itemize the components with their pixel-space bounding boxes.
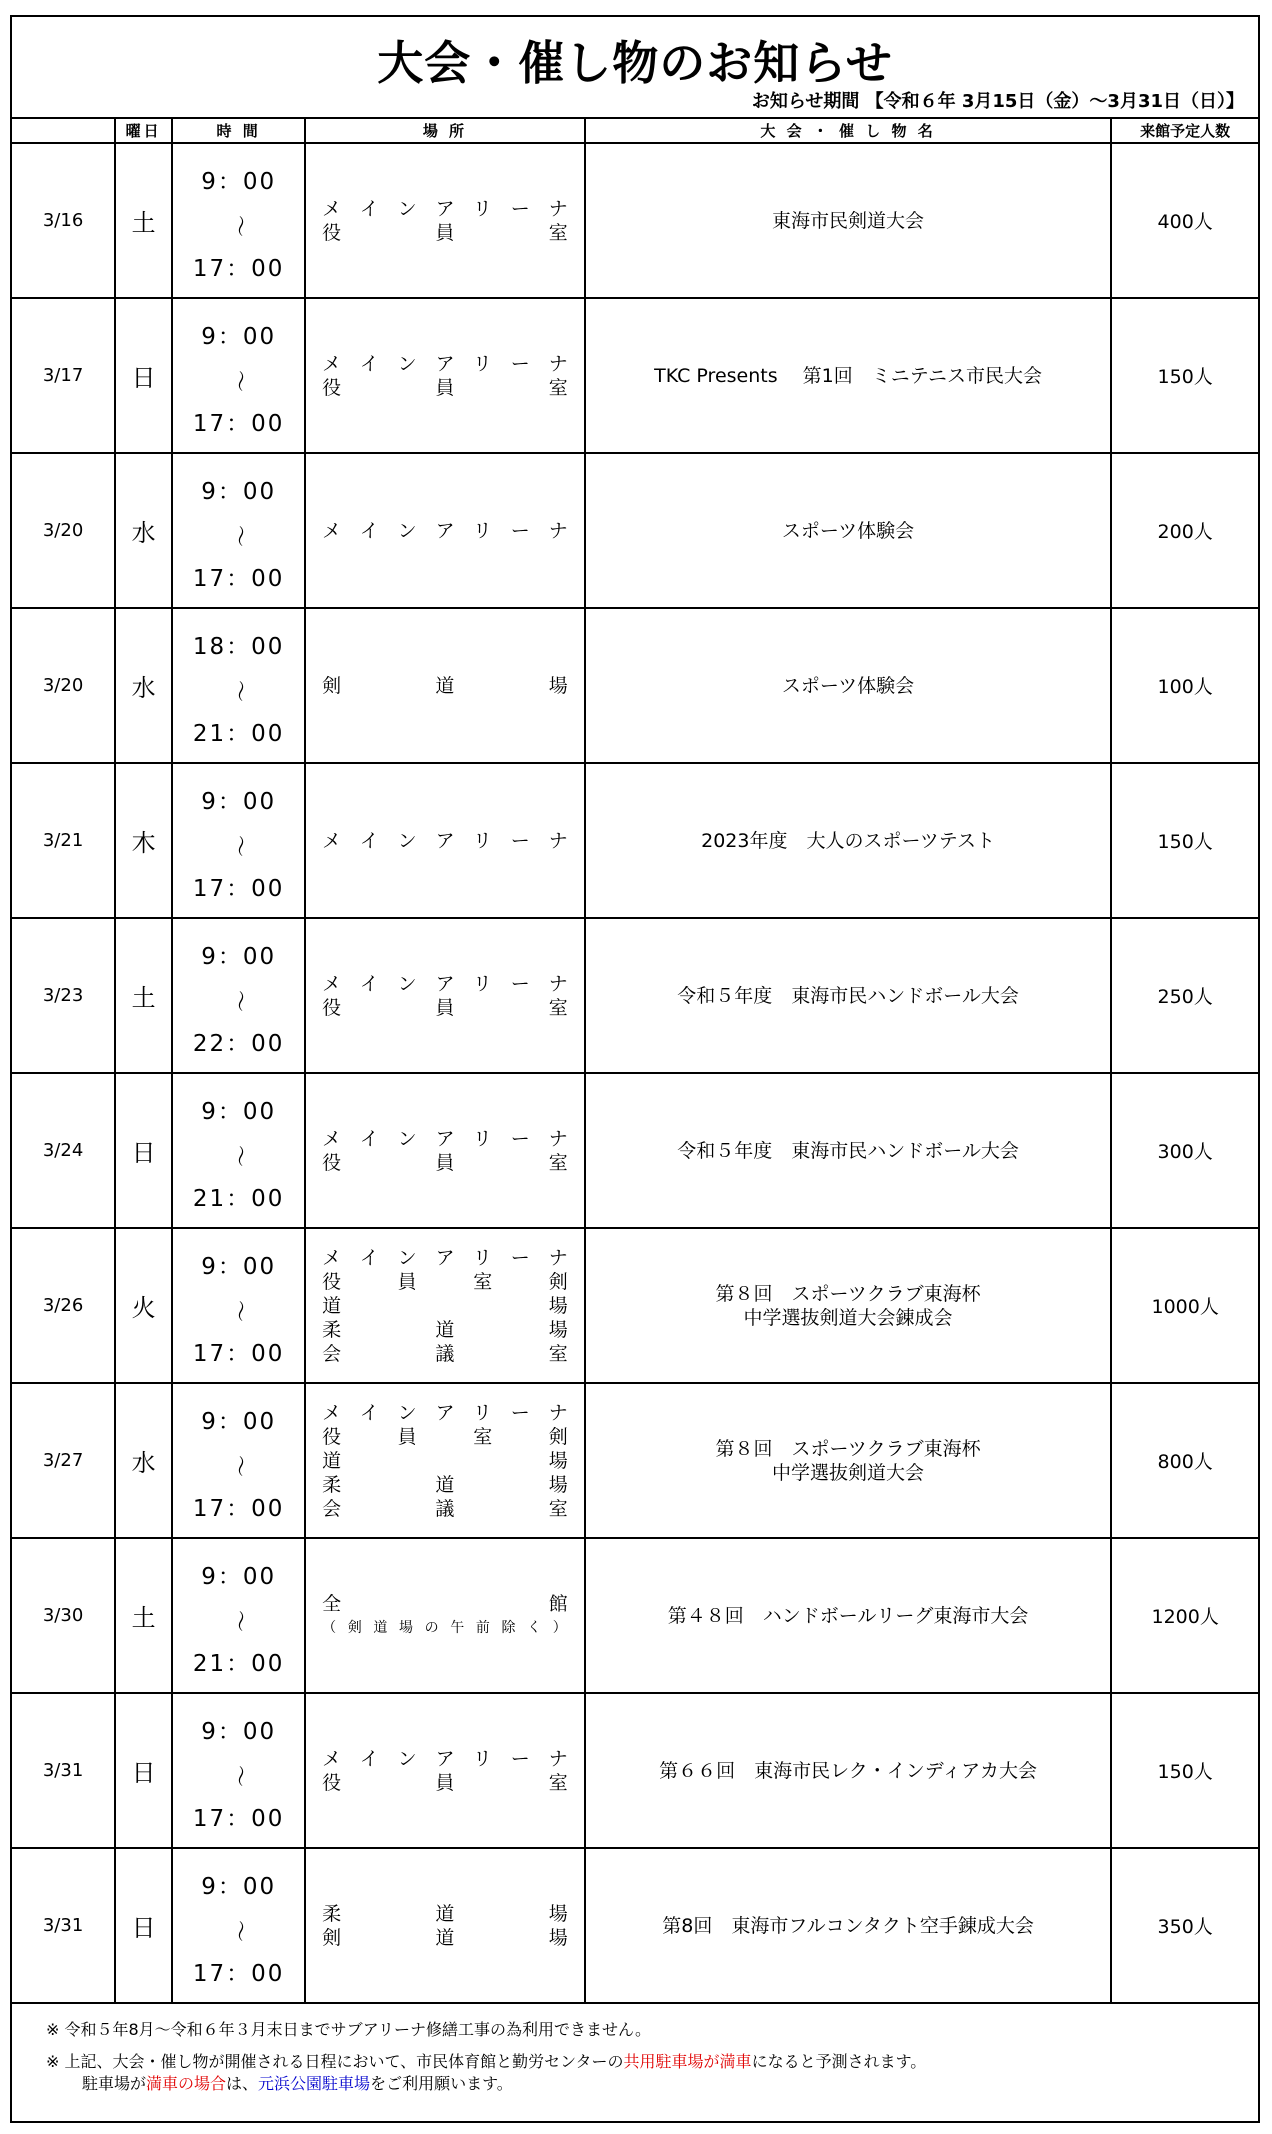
venue-line: 役員室 bbox=[322, 1771, 568, 1794]
venue-line: メインアリーナ bbox=[322, 197, 568, 220]
cell-attendance: 100人 bbox=[1111, 608, 1258, 763]
header-time: 時 間 bbox=[172, 118, 305, 143]
table-row bbox=[12, 1383, 1258, 1538]
cell-event bbox=[585, 1073, 1112, 1228]
cell-date: 3/27 bbox=[12, 1383, 115, 1538]
note-parking-alt bbox=[46, 2073, 926, 2095]
cell-time bbox=[172, 1693, 305, 1848]
time-range-separator: ～ bbox=[226, 989, 252, 1014]
cell-attendance: 800人 bbox=[1111, 1383, 1258, 1538]
cell-time bbox=[172, 1383, 305, 1538]
note-text: 駐車場が bbox=[82, 2074, 147, 2093]
cell-time bbox=[172, 143, 305, 298]
cell-date: 3/20 bbox=[12, 608, 115, 763]
venue-line: 柔道場 bbox=[322, 1473, 568, 1496]
cell-venue bbox=[305, 918, 585, 1073]
table-row bbox=[12, 1848, 1258, 2003]
cell-attendance: 350人 bbox=[1111, 1848, 1258, 2003]
time-range-separator: ～ bbox=[226, 214, 252, 239]
cell-time bbox=[172, 763, 305, 918]
event-line: 中学選抜剣道大会 bbox=[772, 1461, 925, 1484]
time-start: 9：00 bbox=[201, 1253, 277, 1280]
venue-line: （剣道場の午前除く） bbox=[322, 1619, 568, 1636]
cell-venue bbox=[305, 1538, 585, 1693]
cell-weekday: 水 bbox=[115, 608, 172, 763]
table-row bbox=[12, 1228, 1258, 1383]
venue-line: 道場 bbox=[322, 1449, 568, 1472]
time-range-separator: ～ bbox=[226, 1299, 252, 1324]
cell-time bbox=[172, 453, 305, 608]
page-title: 大会・催し物のお知らせ bbox=[377, 36, 893, 90]
event-table bbox=[12, 117, 1258, 2004]
cell-attendance: 150人 bbox=[1111, 298, 1258, 453]
cell-weekday: 日 bbox=[115, 1073, 172, 1228]
venue-line: 役員室 bbox=[322, 221, 568, 244]
cell-time bbox=[172, 1848, 305, 2003]
time-range-separator: ～ bbox=[226, 679, 252, 704]
time-start: 9：00 bbox=[201, 1563, 277, 1590]
cell-venue bbox=[305, 298, 585, 453]
notes bbox=[46, 2019, 926, 2095]
cell-venue bbox=[305, 1848, 585, 2003]
cell-event bbox=[585, 1383, 1112, 1538]
table-row bbox=[12, 763, 1258, 918]
table-row bbox=[12, 1693, 1258, 1848]
venue-line: 役員室剣 bbox=[322, 1425, 568, 1448]
cell-event bbox=[585, 1693, 1112, 1848]
event-line: 令和５年度 東海市民ハンドボール大会 bbox=[677, 984, 1019, 1007]
venue-line: 剣道場 bbox=[322, 674, 568, 697]
cell-venue bbox=[305, 763, 585, 918]
cell-time bbox=[172, 608, 305, 763]
time-start: 9：00 bbox=[201, 323, 277, 350]
table-row bbox=[12, 918, 1258, 1073]
venue-line: 道場 bbox=[322, 1294, 568, 1317]
venue-line: メインアリーナ bbox=[322, 1401, 568, 1424]
event-line: 第４８回 ハンドボールリーグ東海市大会 bbox=[667, 1604, 1029, 1627]
time-end: 22：00 bbox=[192, 1030, 285, 1057]
venue-line: 会議室 bbox=[322, 1497, 568, 1520]
time-start: 9：00 bbox=[201, 478, 277, 505]
venue-line: 役員室 bbox=[322, 376, 568, 399]
note-text: をご利用願います。 bbox=[370, 2074, 513, 2093]
venue-line: メインアリーナ bbox=[322, 1747, 568, 1770]
cell-attendance: 1000人 bbox=[1111, 1228, 1258, 1383]
table-row bbox=[12, 453, 1258, 608]
cell-event bbox=[585, 1848, 1112, 2003]
cell-attendance: 250人 bbox=[1111, 918, 1258, 1073]
event-line: 2023年度 大人のスポーツテスト bbox=[701, 829, 995, 852]
cell-attendance: 1200人 bbox=[1111, 1538, 1258, 1693]
cell-event bbox=[585, 453, 1112, 608]
time-end: 21：00 bbox=[192, 720, 285, 747]
venue-line: 役員室 bbox=[322, 996, 568, 1019]
time-end: 17：00 bbox=[192, 565, 285, 592]
header-event: 大 会 ・ 催 し 物 名 bbox=[585, 118, 1112, 143]
header-attendance: 来館予定人数 bbox=[1111, 118, 1258, 143]
cell-venue bbox=[305, 1693, 585, 1848]
cell-time bbox=[172, 298, 305, 453]
venue-line: 会議室 bbox=[322, 1342, 568, 1365]
cell-date: 3/17 bbox=[12, 298, 115, 453]
note-highlight-red: 満車の場合 bbox=[146, 2074, 227, 2093]
event-line: 第６６回 東海市民レク・インディアカ大会 bbox=[659, 1759, 1037, 1782]
venue-line: メインアリーナ bbox=[322, 1246, 568, 1269]
time-start: 9：00 bbox=[201, 1718, 277, 1745]
cell-time bbox=[172, 1538, 305, 1693]
cell-weekday: 水 bbox=[115, 1383, 172, 1538]
time-range-separator: ～ bbox=[226, 1144, 252, 1169]
cell-venue bbox=[305, 1228, 585, 1383]
venue-line: 全館 bbox=[322, 1592, 568, 1615]
note-sublarena: ※ 令和５年8月～令和６年３月末日までサブアリーナ修繕工事の為利用できません。 bbox=[46, 2020, 651, 2039]
time-start: 9：00 bbox=[201, 943, 277, 970]
time-end: 17：00 bbox=[192, 1960, 285, 1987]
cell-weekday: 日 bbox=[115, 1848, 172, 2003]
event-line: 中学選抜剣道大会錬成会 bbox=[743, 1306, 953, 1329]
venue-line: 柔道場 bbox=[322, 1902, 568, 1925]
cell-weekday: 土 bbox=[115, 1538, 172, 1693]
time-start: 9：00 bbox=[201, 1098, 277, 1125]
table-header-row bbox=[12, 118, 1258, 143]
header-weekday: 曜日 bbox=[115, 118, 172, 143]
cell-date: 3/21 bbox=[12, 763, 115, 918]
note-text: は、 bbox=[226, 2074, 259, 2093]
time-range-separator: ～ bbox=[226, 1764, 252, 1789]
time-start: 9：00 bbox=[201, 168, 277, 195]
cell-time bbox=[172, 1228, 305, 1383]
time-start: 18：00 bbox=[192, 633, 285, 660]
cell-attendance: 150人 bbox=[1111, 1693, 1258, 1848]
cell-event bbox=[585, 918, 1112, 1073]
header-date bbox=[12, 118, 115, 143]
cell-weekday: 土 bbox=[115, 918, 172, 1073]
time-range-separator: ～ bbox=[226, 369, 252, 394]
note-text: ※ 上記、大会・催し物が開催される日程において、市民体育館と勤労センターの bbox=[46, 2052, 624, 2071]
cell-date: 3/16 bbox=[12, 143, 115, 298]
event-line: スポーツ体験会 bbox=[781, 674, 915, 697]
note-parking-forecast bbox=[46, 2051, 926, 2073]
cell-date: 3/30 bbox=[12, 1538, 115, 1693]
cell-attendance: 200人 bbox=[1111, 453, 1258, 608]
table-row bbox=[12, 143, 1258, 298]
cell-date: 3/20 bbox=[12, 453, 115, 608]
cell-event bbox=[585, 298, 1112, 453]
cell-weekday: 水 bbox=[115, 453, 172, 608]
cell-weekday: 火 bbox=[115, 1228, 172, 1383]
time-end: 21：00 bbox=[192, 1650, 285, 1677]
cell-date: 3/23 bbox=[12, 918, 115, 1073]
venue-line: 柔道場 bbox=[322, 1318, 568, 1341]
table-row bbox=[12, 1538, 1258, 1693]
venue-line: メインアリーナ bbox=[322, 1127, 568, 1150]
note-text: になると予測されます。 bbox=[751, 2052, 927, 2071]
time-range-separator: ～ bbox=[226, 1454, 252, 1479]
cell-time bbox=[172, 918, 305, 1073]
venue-line: メインアリーナ bbox=[322, 352, 568, 375]
venue-line: メインアリーナ bbox=[322, 829, 568, 852]
cell-attendance: 300人 bbox=[1111, 1073, 1258, 1228]
cell-weekday: 土 bbox=[115, 143, 172, 298]
cell-weekday: 木 bbox=[115, 763, 172, 918]
table-row bbox=[12, 1073, 1258, 1228]
event-line: スポーツ体験会 bbox=[781, 519, 915, 542]
cell-event bbox=[585, 1228, 1112, 1383]
venue-line: 剣道場 bbox=[322, 1926, 568, 1949]
event-line: 東海市民剣道大会 bbox=[772, 209, 925, 232]
cell-weekday: 日 bbox=[115, 298, 172, 453]
venue-line: 役員室 bbox=[322, 1151, 568, 1174]
cell-event bbox=[585, 608, 1112, 763]
time-range-separator: ～ bbox=[226, 834, 252, 859]
time-end: 17：00 bbox=[192, 1340, 285, 1367]
header-venue: 場 所 bbox=[305, 118, 585, 143]
cell-venue bbox=[305, 1073, 585, 1228]
cell-weekday: 日 bbox=[115, 1693, 172, 1848]
time-start: 9：00 bbox=[201, 1873, 277, 1900]
time-range-separator: ～ bbox=[226, 1609, 252, 1634]
cell-attendance: 150人 bbox=[1111, 763, 1258, 918]
time-end: 17：00 bbox=[192, 410, 285, 437]
venue-line: 役員室剣 bbox=[322, 1270, 568, 1293]
cell-attendance: 400人 bbox=[1111, 143, 1258, 298]
time-range-separator: ～ bbox=[226, 524, 252, 549]
event-line: 令和５年度 東海市民ハンドボール大会 bbox=[677, 1139, 1019, 1162]
time-end: 17：00 bbox=[192, 875, 285, 902]
notice-period: お知らせ期間 【令和６年 3月15日（金）～3月31日（日）】 bbox=[751, 91, 1244, 112]
venue-line: メインアリーナ bbox=[322, 972, 568, 995]
time-end: 17：00 bbox=[192, 1495, 285, 1522]
note-highlight-blue: 元浜公園駐車場 bbox=[258, 2074, 371, 2093]
event-line: TKC Presents 第1回 ミニテニス市民大会 bbox=[654, 364, 1042, 387]
cell-venue bbox=[305, 453, 585, 608]
cell-event bbox=[585, 1538, 1112, 1693]
cell-date: 3/31 bbox=[12, 1693, 115, 1848]
time-end: 21：00 bbox=[192, 1185, 285, 1212]
event-line: 第８回 スポーツクラブ東海杯 bbox=[715, 1282, 981, 1305]
event-line: 第8回 東海市フルコンタクト空手錬成大会 bbox=[662, 1914, 1034, 1937]
note-highlight-red: 共用駐車場が満車 bbox=[623, 2052, 752, 2071]
cell-venue bbox=[305, 143, 585, 298]
table-row bbox=[12, 608, 1258, 763]
event-line: 第８回 スポーツクラブ東海杯 bbox=[715, 1437, 981, 1460]
time-end: 17：00 bbox=[192, 255, 285, 282]
cell-date: 3/24 bbox=[12, 1073, 115, 1228]
time-range-separator: ～ bbox=[226, 1919, 252, 1944]
notice-sheet bbox=[10, 15, 1260, 2123]
cell-event bbox=[585, 143, 1112, 298]
cell-date: 3/31 bbox=[12, 1848, 115, 2003]
time-end: 17：00 bbox=[192, 1805, 285, 1832]
cell-event bbox=[585, 763, 1112, 918]
time-start: 9：00 bbox=[201, 788, 277, 815]
table-row bbox=[12, 298, 1258, 453]
cell-time bbox=[172, 1073, 305, 1228]
cell-venue bbox=[305, 1383, 585, 1538]
cell-venue bbox=[305, 608, 585, 763]
venue-line: メインアリーナ bbox=[322, 519, 568, 542]
cell-date: 3/26 bbox=[12, 1228, 115, 1383]
time-start: 9：00 bbox=[201, 1408, 277, 1435]
